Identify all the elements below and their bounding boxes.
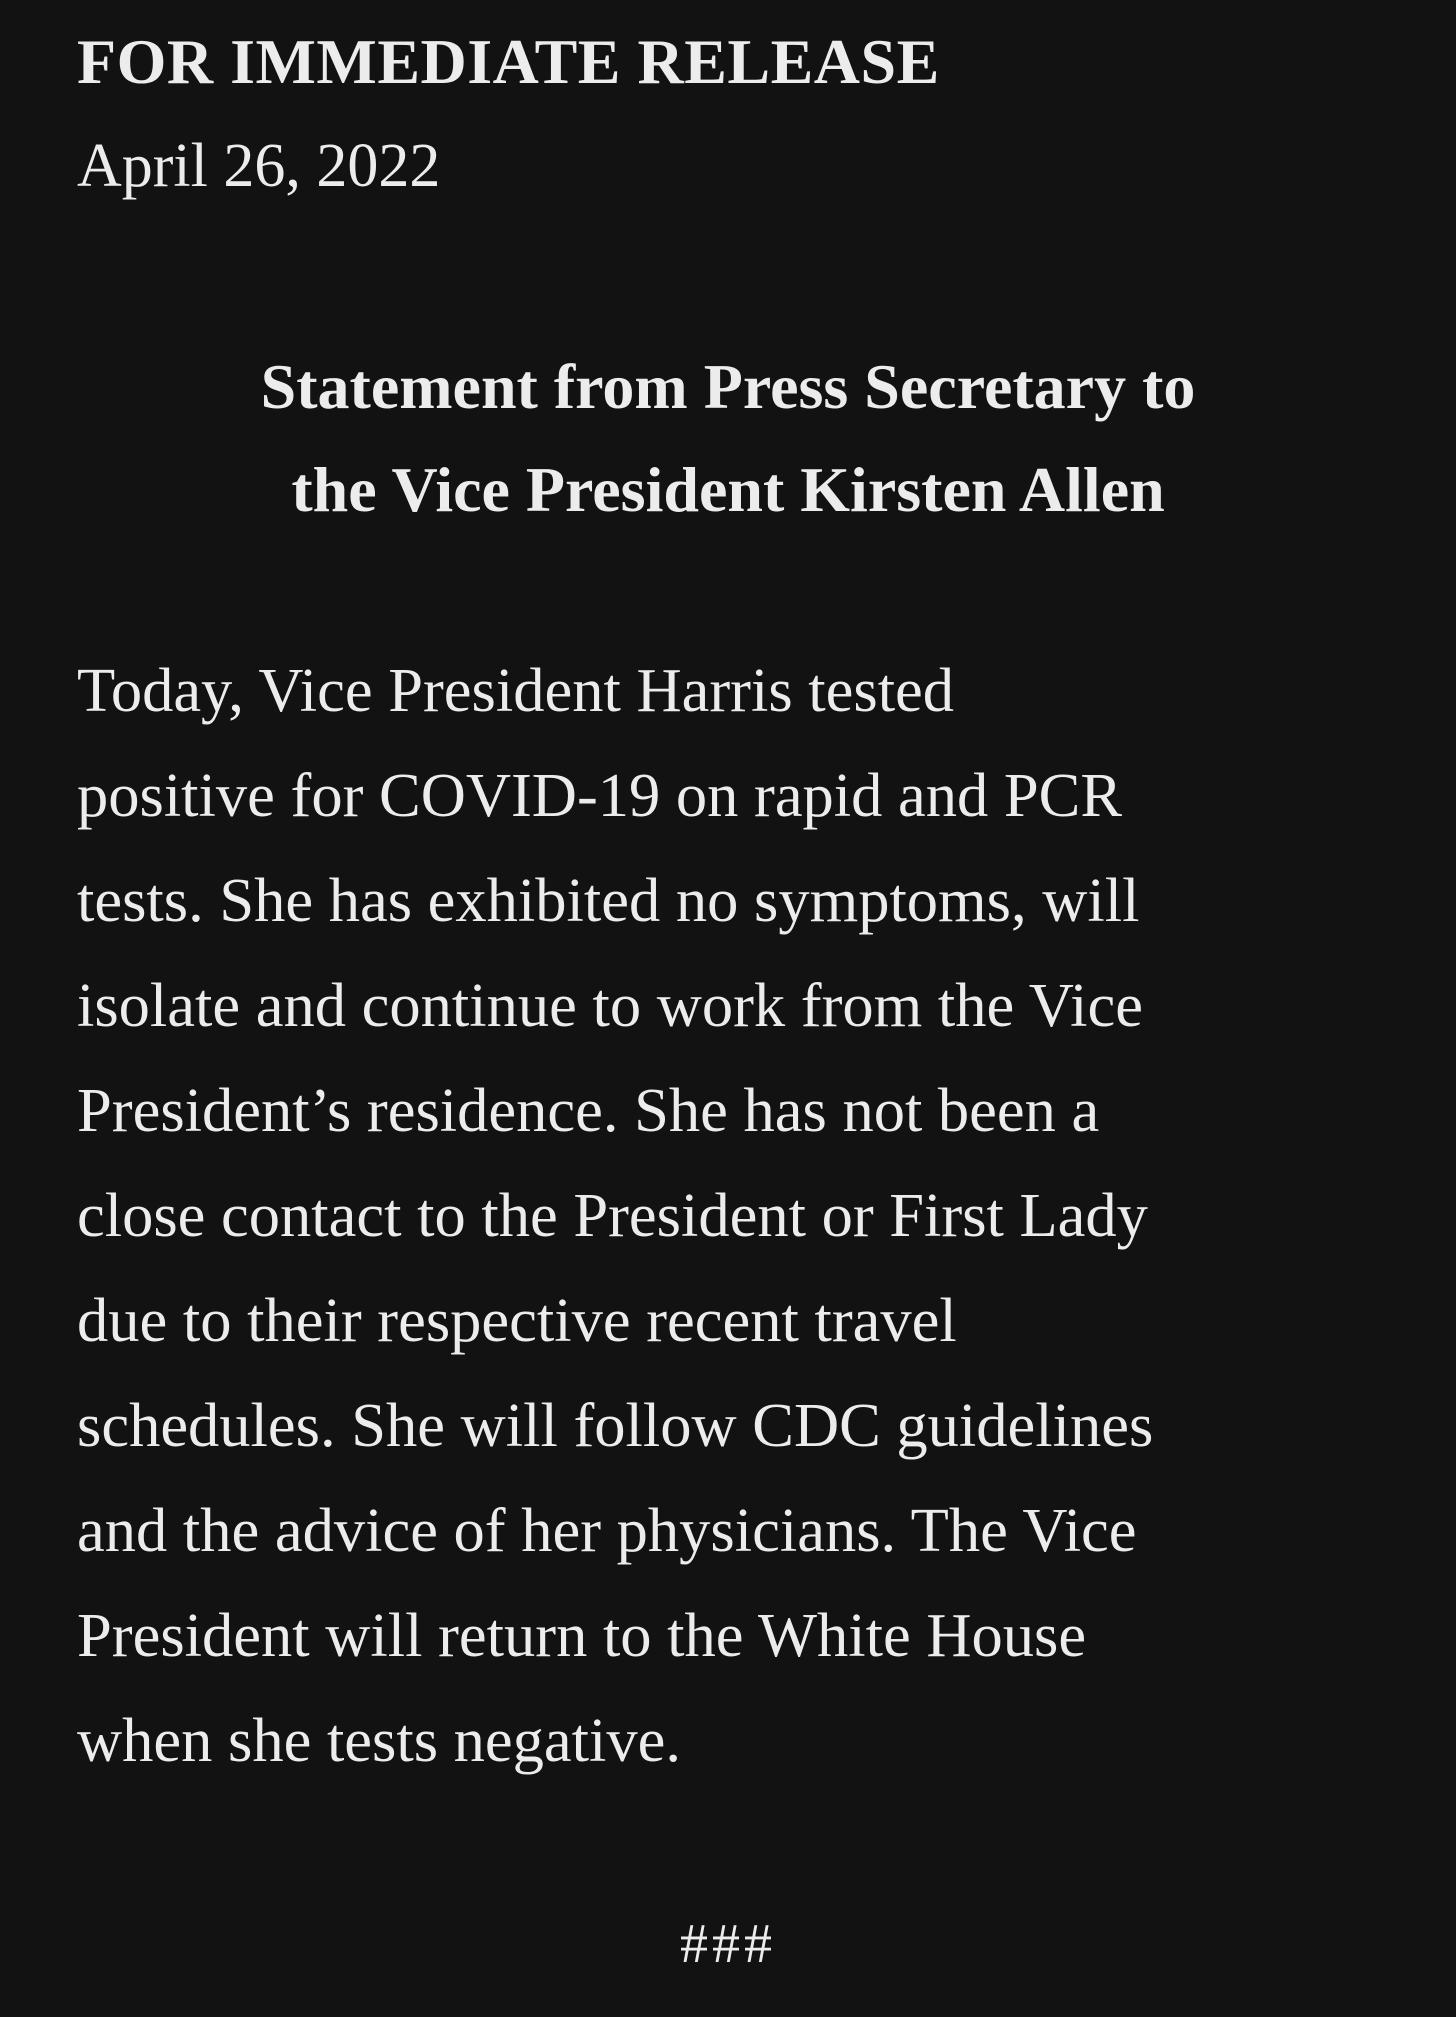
statement-headline <box>60 335 1396 541</box>
statement-body <box>77 638 1456 1793</box>
body-line: positive for COVID-19 on rapid and PCR <box>77 760 1123 830</box>
headline-line: the Vice President Kirsten Allen <box>291 454 1165 525</box>
body-line: President will return to the White House <box>77 1600 1087 1670</box>
release-label: FOR IMMEDIATE RELEASE <box>77 26 940 97</box>
headline-line: Statement from Press Secretary to <box>260 351 1196 422</box>
body-line: President’s residence. She has not been a <box>77 1075 1100 1145</box>
body-line: and the advice of her physicians. The Vice <box>77 1495 1137 1565</box>
body-line: tests. She has exhibited no symptoms, will <box>77 865 1140 935</box>
release-date: April 26, 2022 <box>77 132 441 200</box>
body-line: close contact to the President or First Lady <box>77 1180 1148 1250</box>
body-line: isolate and continue to work from the Vice <box>77 970 1143 1040</box>
body-line: Today, Vice President Harris tested <box>77 655 955 725</box>
body-line: when she tests negative. <box>77 1705 682 1775</box>
end-mark: ### <box>680 1913 776 1975</box>
body-line: schedules. She will follow CDC guidelines <box>77 1390 1154 1460</box>
body-line: due to their respective recent travel <box>77 1285 957 1355</box>
